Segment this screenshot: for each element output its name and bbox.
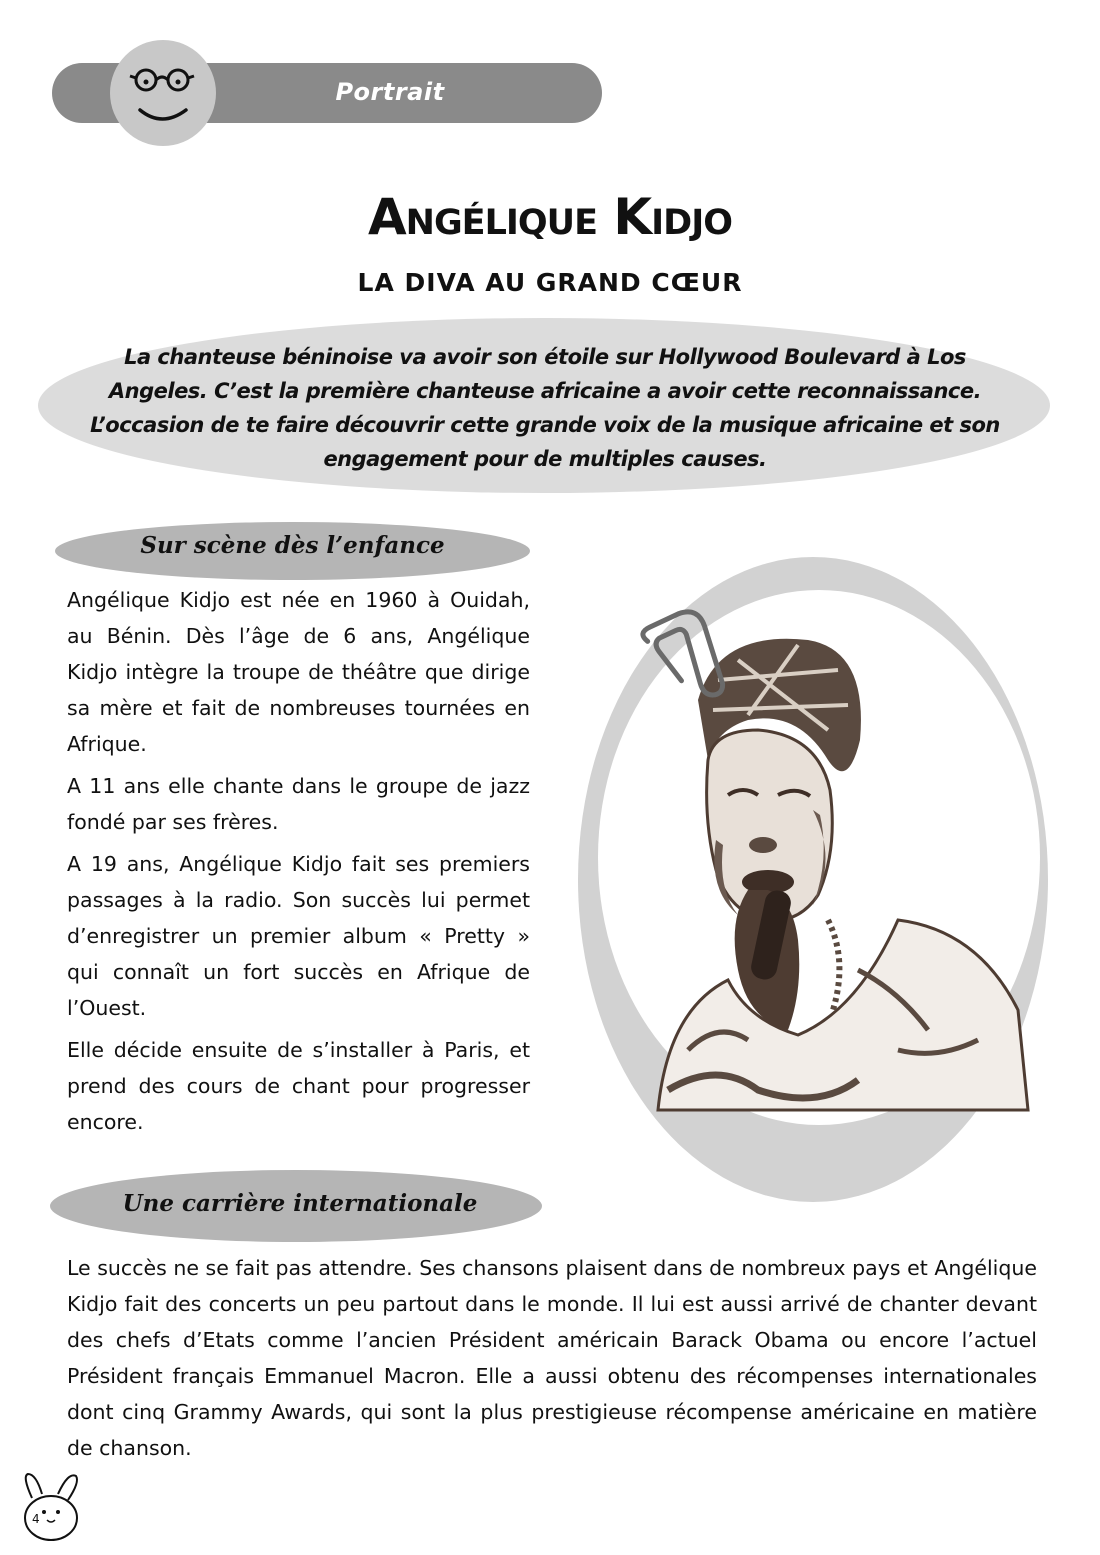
page-subtitle: LA DIVA AU GRAND CŒUR xyxy=(357,268,743,297)
smiley-with-glasses-icon xyxy=(110,40,216,146)
intro-text: La chanteuse béninoise va avoir son étoile sur Hollywood Boulevard à Los Angeles. C’est la première chanteuse africaine a avoir cette reconnaissance. L’occasion de te faire découvrir cette grande voix de la musique africaine et son engagement pour de multiples causes. xyxy=(90,345,1000,471)
rabbit-mascot-icon xyxy=(18,1470,84,1542)
section1-heading: Sur scène dès l’enfance xyxy=(140,532,445,559)
paperclip-icon xyxy=(638,608,728,708)
section1-paragraph-2: A 11 ans elle chante dans le groupe de jazz fondé par ses frères. xyxy=(67,774,530,834)
page-number: 4 xyxy=(32,1512,40,1526)
section1-body xyxy=(67,582,530,1146)
section2-paragraph: Le succès ne se fait pas attendre. Ses chansons plaisent dans de nombreux pays et Angélique Kidjo fait des concerts un peu partout dans le monde. Il lui est aussi arrivé de chanter devant des chefs d’Etats comme l’ancien Président américain Barack Obama ou encore l’actuel Président français Emmanuel Macron. Elle a aussi obtenu des récompenses internationales dont cinq Grammy Awards, qui sont la plus prestigieuse récompense américaine en matière de chanson. xyxy=(67,1256,1037,1460)
section1-paragraph-4: Elle décide ensuite de s’installer à Paris, et prend des cours de chant pour progresser encore. xyxy=(67,1038,530,1134)
section1-paragraph-1: Angélique Kidjo est née en 1960 à Ouidah, au Bénin. Dès l’âge de 6 ans, Angélique Kidjo intègre la troupe de théâtre que dirige sa mère et fait de nombreuses tournées en Afrique. xyxy=(67,588,530,756)
section2-body xyxy=(67,1250,1037,1472)
section1-paragraph-3: A 19 ans, Angélique Kidjo fait ses premiers passages à la radio. Son succès lui permet d’enregistrer un premier album « Pretty » qui connaît un fort succès en Afrique de l’Ouest. xyxy=(67,852,530,1020)
section2-heading: Une carrière internationale xyxy=(122,1190,478,1217)
section-label: Portrait xyxy=(335,78,445,106)
page-title: Angélique Kidjo xyxy=(367,188,733,246)
